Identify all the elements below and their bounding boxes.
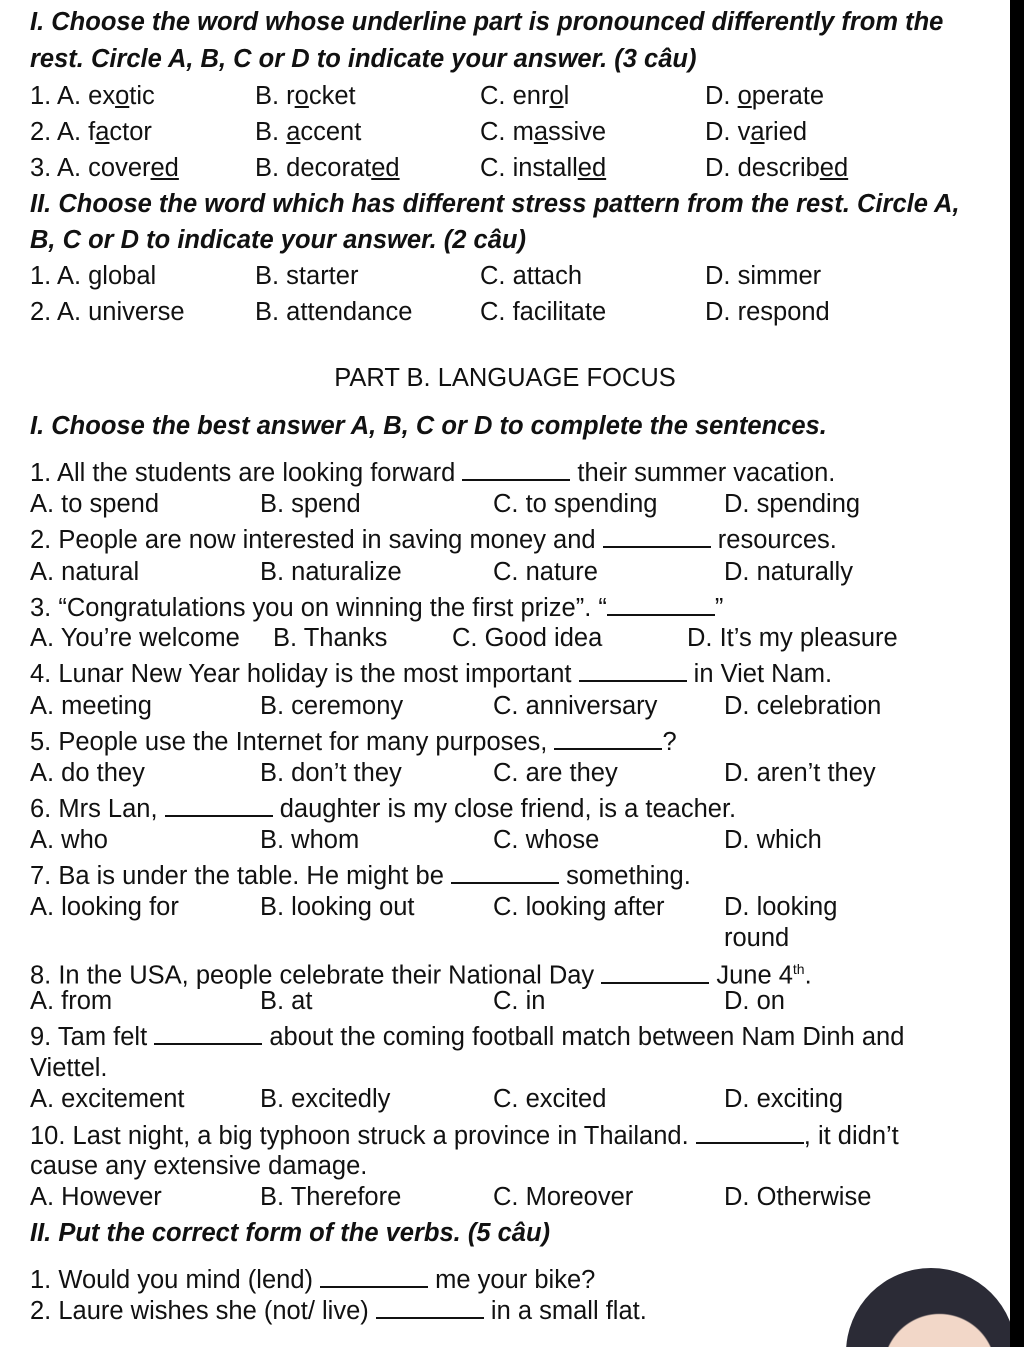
option-c: C. installed	[480, 154, 607, 182]
option-d: D. operate	[705, 82, 825, 110]
answer-blank[interactable]	[320, 1264, 428, 1288]
question-text-continued: Viettel.	[30, 1054, 108, 1082]
option-b[interactable]: B. naturalize	[260, 558, 402, 586]
answer-blank[interactable]	[154, 1021, 262, 1045]
question-text: 5. People use the Internet for many purposes, ?	[30, 728, 677, 756]
answer-blank[interactable]	[601, 960, 709, 984]
option-a[interactable]: A. meeting	[30, 692, 152, 720]
option-c[interactable]: C. in	[493, 987, 546, 1015]
section-heading: I. Choose the word whose underline part is pronounced differently from the	[30, 8, 944, 36]
section-heading: I. Choose the best answer A, B, C or D to complete the sentences.	[30, 412, 827, 440]
section-heading: II. Put the correct form of the verbs. (5 câu)	[30, 1219, 551, 1247]
option-c: C. enrol	[480, 82, 570, 110]
option-c[interactable]: C. Good idea	[452, 624, 603, 652]
option-c[interactable]: C. looking after	[493, 893, 665, 921]
part-title: PART B. LANGUAGE FOCUS	[334, 364, 676, 392]
option-d[interactable]: D. It’s my pleasure	[687, 624, 898, 652]
option-d[interactable]: D. aren’t they	[724, 759, 876, 787]
option-b[interactable]: B. excitedly	[260, 1085, 391, 1113]
option-a[interactable]: A. looking for	[30, 893, 179, 921]
option-b[interactable]: B. at	[260, 987, 313, 1015]
option-a[interactable]: A. You’re welcome	[30, 624, 240, 652]
option-d: D. simmer	[705, 262, 822, 290]
option-c: C. facilitate	[480, 298, 607, 326]
question-text-continued: cause any extensive damage.	[30, 1152, 368, 1180]
answer-blank[interactable]	[462, 457, 570, 481]
option-b[interactable]: B. Thanks	[273, 624, 388, 652]
question-text: 9. Tam felt about the coming football match between Nam Dinh and	[30, 1023, 905, 1051]
option-c: C. massive	[480, 118, 607, 146]
question-text: 2. People are now interested in saving money and resources.	[30, 526, 837, 554]
option-c[interactable]: C. excited	[493, 1085, 607, 1113]
option-d[interactable]: D. on	[724, 987, 785, 1015]
question-text: 8. In the USA, people celebrate their National Day June 4th.	[30, 961, 812, 990]
option-b[interactable]: B. ceremony	[260, 692, 404, 720]
option-d[interactable]: D. celebration	[724, 692, 882, 720]
option-b: B. decorated	[255, 154, 400, 182]
option-c[interactable]: C. Moreover	[493, 1183, 634, 1211]
option-b[interactable]: B. Therefore	[260, 1183, 402, 1211]
answer-blank[interactable]	[607, 592, 715, 616]
option-c[interactable]: C. nature	[493, 558, 598, 586]
option-c[interactable]: C. are they	[493, 759, 618, 787]
option-a[interactable]: A. However	[30, 1183, 162, 1211]
option-d[interactable]: D. naturally	[724, 558, 853, 586]
option-a: 2. A. factor	[30, 118, 152, 146]
question-text: 4. Lunar New Year holiday is the most important in Viet Nam.	[30, 660, 833, 688]
question-text: 3. “Congratulations you on winning the first prize”. “ ”	[30, 594, 724, 622]
option-b: B. rocket	[255, 82, 356, 110]
option-a: 1. A. exotic	[30, 82, 155, 110]
option-d[interactable]: D. exciting	[724, 1085, 844, 1113]
option-d[interactable]: D. spending	[724, 490, 861, 518]
option-a[interactable]: A. who	[30, 826, 108, 854]
option-a[interactable]: A. from	[30, 987, 113, 1015]
option-b[interactable]: B. don’t they	[260, 759, 402, 787]
question-text: 2. Laure wishes she (not/ live) in a small flat.	[30, 1297, 647, 1325]
answer-blank[interactable]	[554, 726, 662, 750]
option-d: D. respond	[705, 298, 830, 326]
answer-blank[interactable]	[603, 524, 711, 548]
answer-blank[interactable]	[451, 860, 559, 884]
option-c[interactable]: C. to spending	[493, 490, 658, 518]
option-a[interactable]: A. to spend	[30, 490, 160, 518]
option-a[interactable]: A. excitement	[30, 1085, 185, 1113]
option-b: B. starter	[255, 262, 359, 290]
option-c[interactable]: C. whose	[493, 826, 600, 854]
edge-bar	[1010, 0, 1024, 1347]
question-text: 7. Ba is under the table. He might be something.	[30, 862, 691, 890]
answer-blank[interactable]	[579, 658, 687, 682]
question-text: 1. Would you mind (lend) me your bike?	[30, 1266, 596, 1294]
section-heading: II. Choose the word which has different stress pattern from the rest. Circle A,	[30, 190, 960, 218]
answer-blank[interactable]	[165, 793, 273, 817]
option-b[interactable]: B. whom	[260, 826, 360, 854]
section-heading: B, C or D to indicate your answer. (2 câu)	[30, 226, 526, 254]
option-d: D. varied	[705, 118, 808, 146]
question-text: 1. All the students are looking forward their summer vacation.	[30, 459, 836, 487]
option-a: 3. A. covered	[30, 154, 179, 182]
option-a: 1. A. global	[30, 262, 157, 290]
question-text: 6. Mrs Lan, daughter is my close friend, is a teacher.	[30, 795, 737, 823]
option-b[interactable]: B. looking out	[260, 893, 415, 921]
option-b: B. attendance	[255, 298, 413, 326]
answer-blank[interactable]	[376, 1295, 484, 1319]
option-b: B. accent	[255, 118, 362, 146]
option-c[interactable]: C. anniversary	[493, 692, 658, 720]
answer-blank[interactable]	[696, 1120, 804, 1144]
option-a[interactable]: A. natural	[30, 558, 140, 586]
section-heading: rest. Circle A, B, C or D to indicate your answer. (3 câu)	[30, 45, 697, 73]
option-d[interactable]: D. Otherwise	[724, 1183, 872, 1211]
option-c: C. attach	[480, 262, 583, 290]
option-d: D. described	[705, 154, 849, 182]
option-d[interactable]: D. which	[724, 826, 822, 854]
option-a[interactable]: A. do they	[30, 759, 145, 787]
option-d[interactable]: D. looking	[724, 893, 838, 921]
question-text: 10. Last night, a big typhoon struck a province in Thailand. , it didn’t	[30, 1122, 899, 1150]
option-a: 2. A. universe	[30, 298, 185, 326]
option-d-continued: round	[724, 924, 790, 952]
option-b[interactable]: B. spend	[260, 490, 361, 518]
